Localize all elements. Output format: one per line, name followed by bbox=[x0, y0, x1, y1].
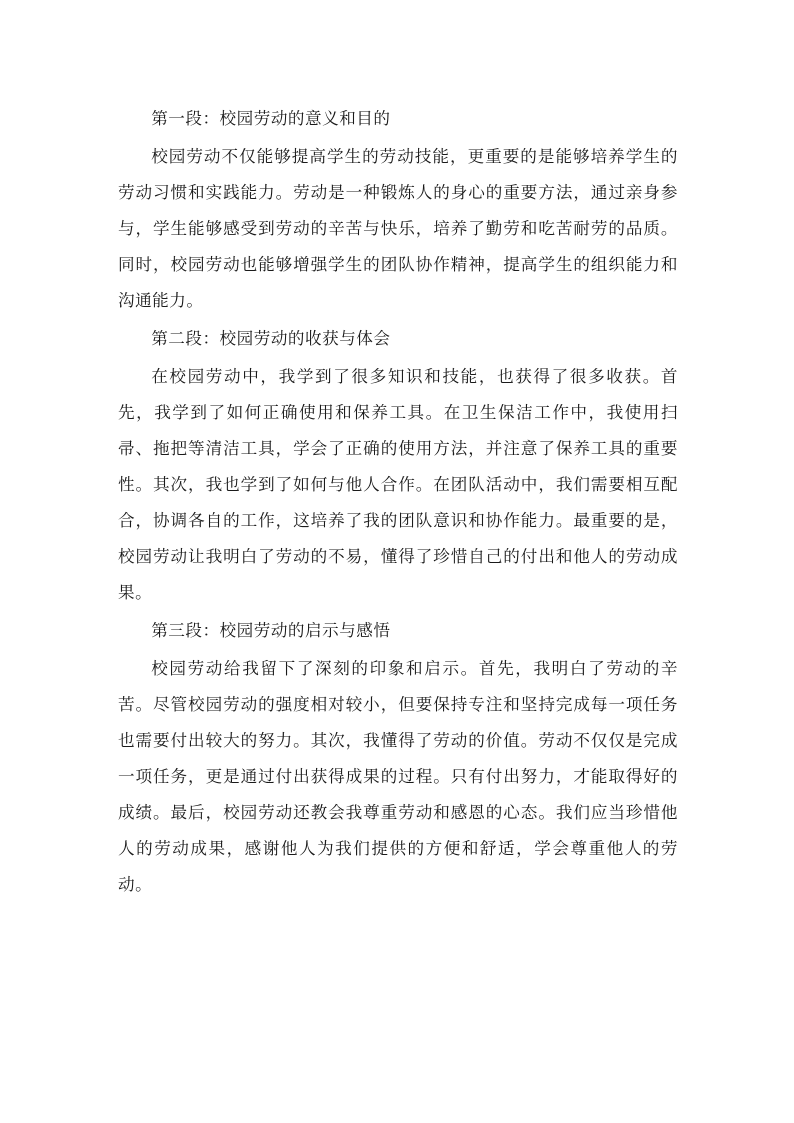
section-heading-3: 第三段：校园劳动的启示与感悟 bbox=[151, 621, 391, 640]
section-paragraph-2: 在校园劳动中，我学到了很多知识和技能，也获得了很多收获。首先，我学到了如何正确使用和保养工具。在卫生保洁工作中，我使用扫帚、拖把等清洁工具，学会了正确的使用方法，并注意了保养工具的重要性。其次，我也学到了如何与他人合作。在团队活动中，我们需要相互配合，协调各自的工作，这培养了我的团队意识和协作能力。最重要的是，校园劳动让我明白了劳动的不易，懂得了珍惜自己的付出和他人的劳动成果。 bbox=[118, 367, 678, 602]
section-heading-1: 第一段：校园劳动的意义和目的 bbox=[151, 109, 391, 128]
document-body bbox=[118, 101, 678, 905]
section-paragraph-1: 校园劳动不仅能够提高学生的劳动技能，更重要的是能够培养学生的劳动习惯和实践能力。劳动是一种锻炼人的身心的重要方法，通过亲身参与，学生能够感受到劳动的辛苦与快乐，培养了勤劳和吃苦耐劳的品质。同时，校园劳动也能够增强学生的团队协作精神，提高学生的组织能力和沟通能力。 bbox=[118, 147, 678, 310]
section-paragraph-3: 校园劳动给我留下了深刻的印象和启示。首先，我明白了劳动的辛苦。尽管校园劳动的强度相对较小，但要保持专注和坚持完成每一项任务也需要付出较大的努力。其次，我懂得了劳动的价值。劳动不仅仅是完成一项任务，更是通过付出获得成果的过程。只有付出努力，才能取得好的成绩。最后，校园劳动还教会我尊重劳动和感恩的心态。我们应当珍惜他人的劳动成果，感谢他人为我们提供的方便和舒适，学会尊重他人的劳动。 bbox=[118, 659, 678, 894]
section-heading-2: 第二段：校园劳动的收获与体会 bbox=[151, 329, 391, 348]
